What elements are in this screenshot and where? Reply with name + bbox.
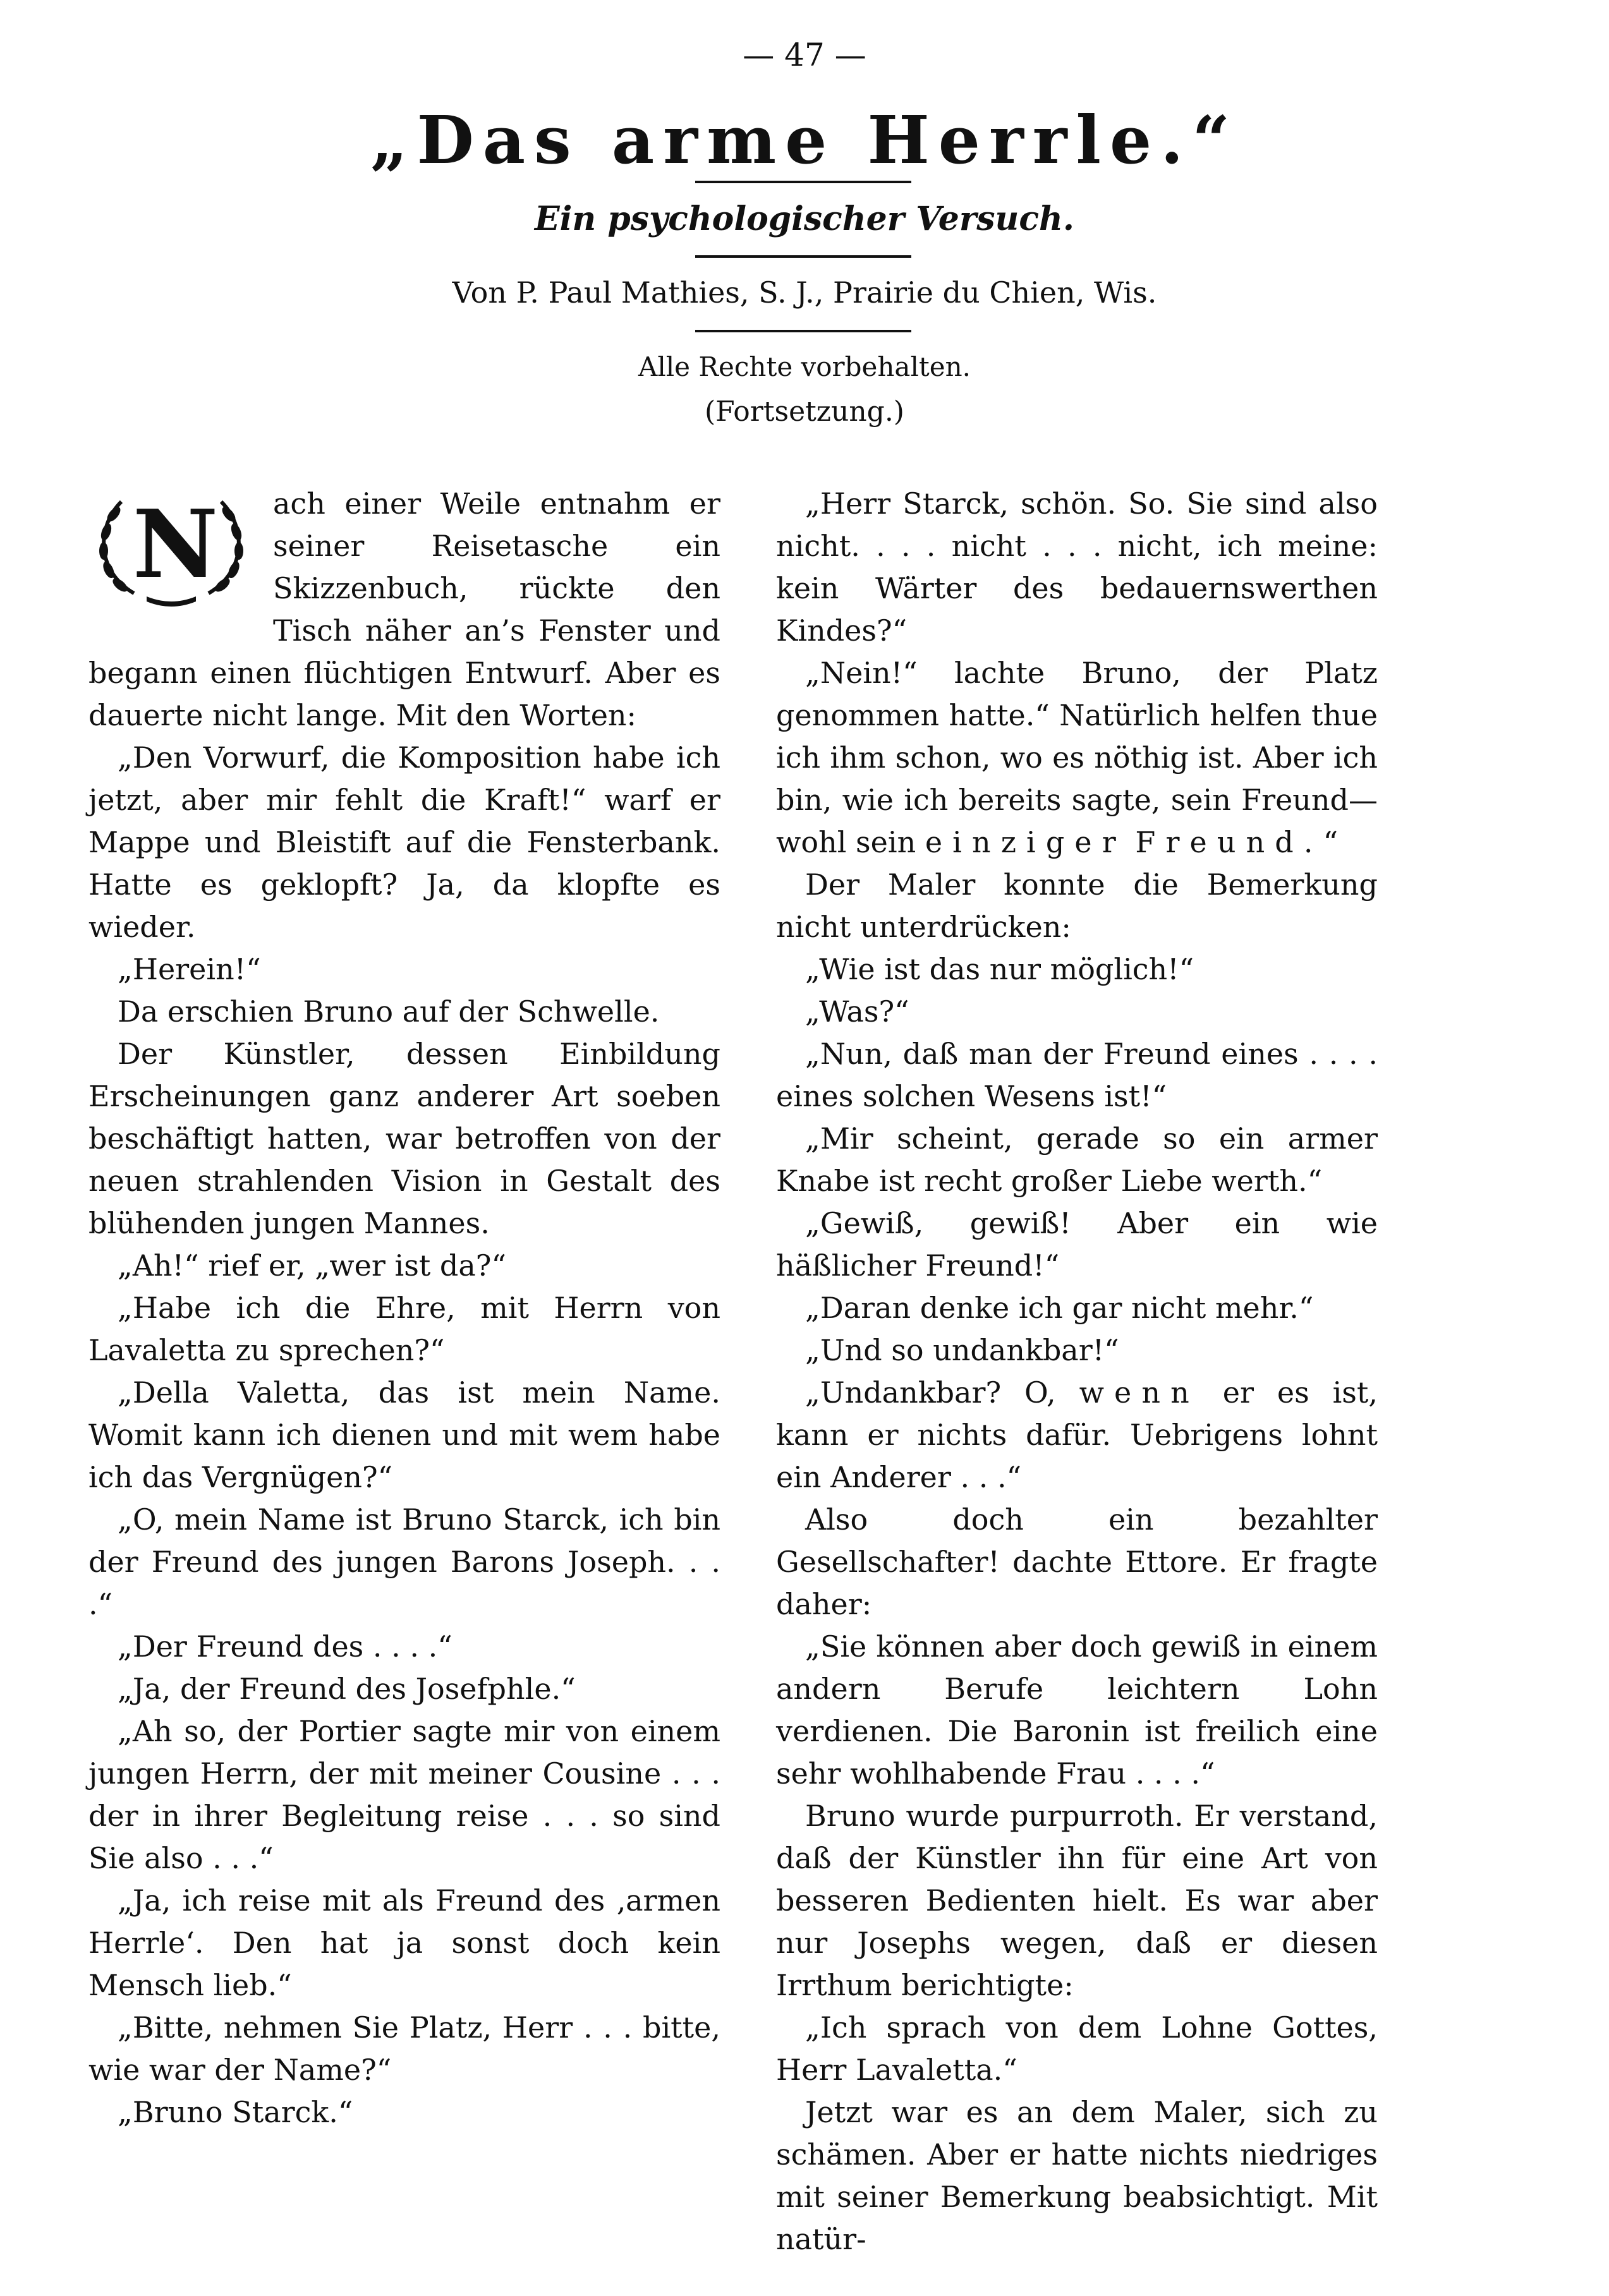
spaced-emphasis: Freund.“ (1135, 825, 1349, 859)
left-paragraph: „Bruno Starck.“ (118, 2095, 353, 2129)
page-number: — 47 — (743, 37, 866, 73)
left-paragraph: „Ah!“ rief er, „wer ist da?“ (118, 1248, 506, 1283)
right-paragraph: „Daran denke ich gar nicht mehr.“ (805, 1291, 1314, 1325)
left-paragraph: Da erschien Bruno auf der Schwelle. (118, 994, 660, 1029)
left-paragraph: „Herein!“ (118, 952, 261, 986)
left-paragraph: „Bitte, nehmen Sie Platz, Herr . . . bitte, wie war der Name?“ (88, 2010, 720, 2087)
author-byline: Von P. Paul Mathies, S. J., Prairie du Chien, Wis. (452, 275, 1157, 310)
rights-notice: Alle Rechte vorbehalten. (638, 351, 971, 382)
subtitle-divider (695, 255, 911, 258)
left-paragraph: „O, mein Name ist Bruno Starck, ich bin der Freund des jungen Barons Joseph. . . .“ (88, 1502, 720, 1621)
right-paragraph (776, 652, 1378, 864)
right-paragraph: Der Maler konnte die Bemerkung nicht unterdrücken: (776, 867, 1378, 944)
right-column (776, 483, 1378, 2261)
continuation-note: (Fortsetzung.) (705, 396, 904, 428)
right-paragraph-text: er es ist, kann er nichts dafür. Uebrigens lohnt ein Anderer . . .“ (776, 1375, 1378, 1494)
initial-letter: N (133, 489, 219, 599)
left-paragraph: „Ja, der Freund des Josefphle.“ (118, 1672, 576, 1706)
title-divider (695, 181, 911, 183)
right-paragraph: „Nun, daß man der Freund eines . . . . eines solchen Wesens ist!“ (776, 1037, 1378, 1113)
article-subtitle: Ein psychologischer Versuch. (535, 200, 1074, 238)
left-paragraph: „Della Valetta, das ist mein Name. Womit kann ich dienen und mit wem habe ich das Vergnügen?“ (88, 1375, 720, 1494)
right-paragraph: „Sie können aber doch gewiß in einem andern Berufe leichtern Lohn verdienen. Die Baronin ist freilich eine sehr wohlhabende Frau . . . .“ (776, 1629, 1378, 1791)
left-paragraph: „Den Vorwurf, die Komposition habe ich jetzt, aber mir fehlt die Kraft!“ warf er Mappe und Bleistift auf die Fensterbank. Hatte es geklopft? Ja, da klopfte es wieder. (88, 740, 720, 944)
right-paragraph: „Was?“ (805, 994, 909, 1029)
left-column (88, 483, 720, 2134)
spaced-emphasis: wenn (1079, 1375, 1199, 1410)
right-paragraph: „Gewiß, gewiß! Aber ein wie häßlicher Freund!“ (776, 1206, 1378, 1283)
left-paragraph: „Ah so, der Portier sagte mir von einem jungen Herrn, der mit meiner Cousine . . . der in ihrer Begleitung reise . . . so sind Sie also . . .“ (88, 1714, 720, 1875)
decorated-initial (83, 483, 259, 608)
left-paragraph: „Der Freund des . . . .“ (118, 1629, 452, 1664)
left-paragraph: ach einer Weile entnahm er seiner Reisetasche ein Skizzenbuch, rückte den Tisch näher an’s Fenster und begann einen flüchtigen Entwurf. Aber es dauerte nicht lange. Mit den Worten: (88, 486, 720, 732)
left-paragraph: „Habe ich die Ehre, mit Herrn von Lavaletta zu sprechen?“ (88, 1291, 720, 1367)
right-paragraph: Bruno wurde purpurroth. Er verstand, daß der Künstler ihn für eine Art von besseren Bedienten hielt. Es war aber nur Josephs wegen, daß er diesen Irrthum berichtigte: (776, 1799, 1378, 2002)
right-paragraph: „Herr Starck, schön. So. Sie sind also nicht. . . . nicht . . . nicht, ich meine: kein Wärter des bedauernswerthen Kindes?“ (776, 486, 1378, 648)
right-paragraph: „Wie ist das nur möglich!“ (805, 952, 1194, 986)
spaced-emphasis: einziger (925, 825, 1126, 859)
right-paragraph: Jetzt war es an dem Maler, sich zu schämen. Aber er hatte nichts niedriges mit seiner Bemerkung beabsichtigt. Mit natür- (776, 2095, 1378, 2256)
left-paragraph: „Ja, ich reise mit als Freund des ‚armen Herrle‘. Den hat ja sonst doch kein Mensch lieb.“ (88, 1883, 720, 2002)
byline-divider (695, 330, 911, 332)
right-paragraph: Also doch ein bezahlter Gesellschafter! dachte Ettore. Er fragte daher: (776, 1502, 1378, 1621)
right-paragraph-text: „Undankbar? O, (805, 1375, 1056, 1410)
right-paragraph: „Und so undankbar!“ (805, 1333, 1119, 1367)
article-title: „Das arme Herrle.“ (370, 101, 1239, 179)
right-paragraph-text: „Nein!“ lachte Bruno, der Platz genommen hatte.“ Natürlich helfen thue ich ihm schon, wo es nöthig ist. Aber ich bin, wie ich bereits sagte, sein Freund—wohl sein (776, 656, 1378, 859)
left-paragraph: Der Künstler, dessen Einbildung Erscheinungen ganz anderer Art soeben beschäftigt hatten, war betroffen von der neuen strahlenden Vision in Gestalt des blühenden jungen Mannes. (88, 1037, 720, 1240)
right-paragraph: „Mir scheint, gerade so ein armer Knabe ist recht großer Liebe werth.“ (776, 1121, 1378, 1198)
right-paragraph (776, 1372, 1378, 1499)
right-paragraph: „Ich sprach von dem Lohne Gottes, Herr Lavaletta.“ (776, 2010, 1378, 2087)
